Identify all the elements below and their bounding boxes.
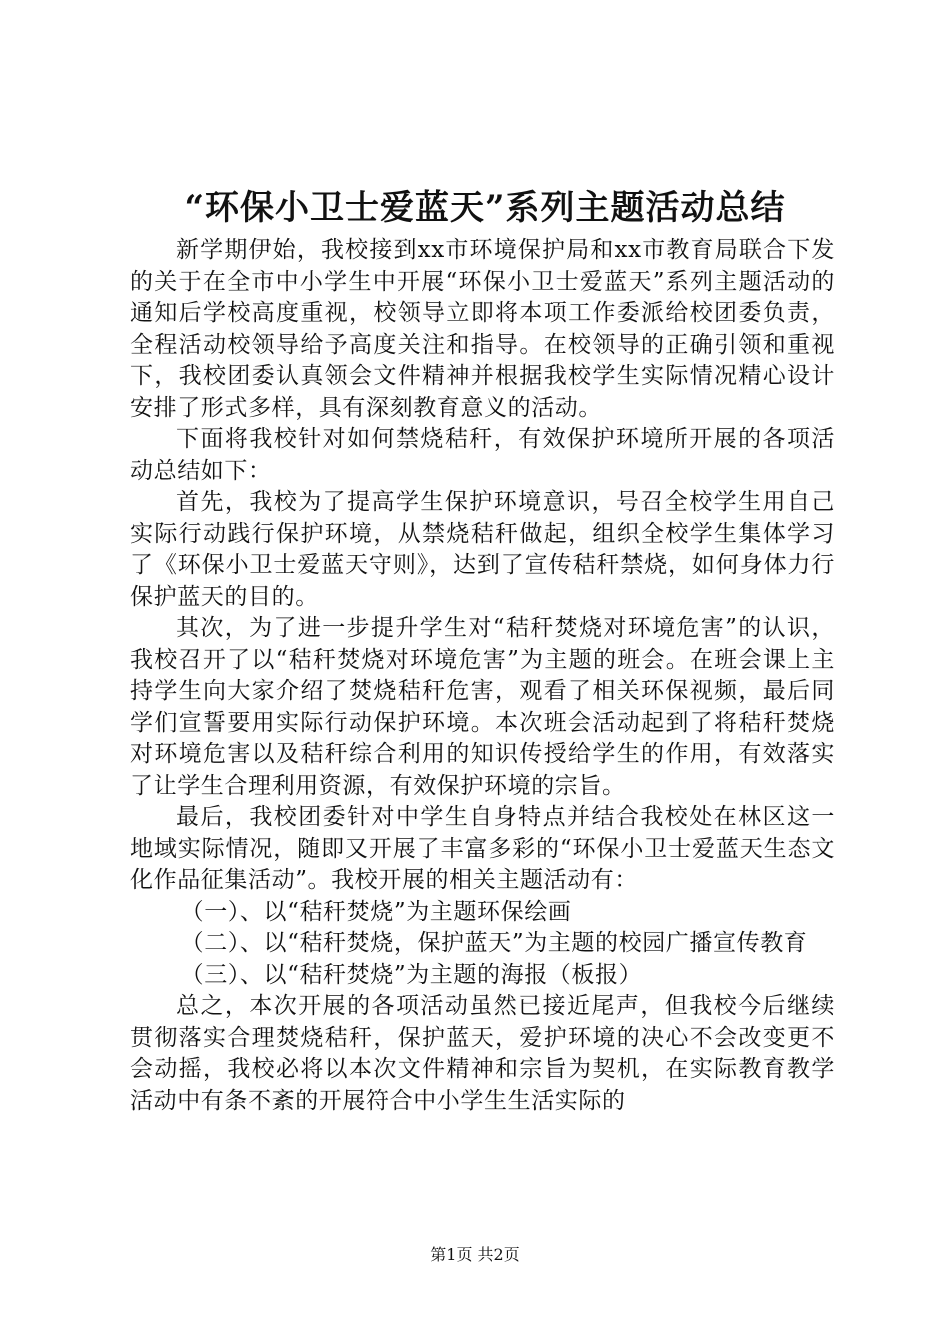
paragraph-first: 首先，我校为了提高学生保护环境意识，号召全校学生用自己实际行动践行保护环境，从禁烧秸秆做起，组织全校学生集体学习了《环保小卫士爱蓝天守则》，达到了宣传秸秆禁烧，如何身体力行保护蓝天的目的。	[130, 489, 835, 610]
paragraph-last: 最后，我校团委针对中学生自身特点并结合我校处在林区这一地域实际情况，随即又开展了丰富多彩的“环保小卫士爱蓝天生态文化作品征集活动”。我校开展的相关主题活动有：	[130, 804, 835, 893]
paragraph-intro: 新学期伊始，我校接到xx市环境保护局和xx市教育局联合下发的关于在全市中小学生中开展“环保小卫士爱蓝天”系列主题活动的通知后学校高度重视，校领导立即将本项工作委派给校团委负责，全程活动校领导给予高度关注和指导。在校领导的正确引领和重视下，我校团委认真领会文件精神并根据我校学生实际情况精心设计安排了形式多样，具有深刻教育意义的活动。	[130, 237, 835, 421]
page-number: 第1页 共2页	[430, 1245, 520, 1264]
document-title: “环保小卫士爱蓝天”系列主题活动总结	[184, 188, 786, 228]
list-item-3: （三）、以“秸秆焚烧”为主题的海报（板报）	[180, 961, 643, 988]
paragraph-conclusion: 总之，本次开展的各项活动虽然已接近尾声，但我校今后继续贯彻落实合理焚烧秸秆，保护蓝天，爱护环境的决心不会改变更不会动摇，我校必将以本次文件精神和宗旨为契机，在实际教育教学活动中有条不紊的开展符合中小学生生活实际的	[130, 993, 835, 1114]
list-item-1: （一）、以“秸秆焚烧”为主题环保绘画	[180, 898, 572, 925]
paragraph-summary-lead: 下面将我校针对如何禁烧秸秆，有效保护环境所开展的各项活动总结如下：	[130, 426, 835, 484]
list-item-2: （二）、以“秸秆焚烧，保护蓝天”为主题的校园广播宣传教育	[180, 930, 808, 956]
paragraph-second: 其次，为了进一步提升学生对“秸秆焚烧对环境危害”的认识，我校召开了以“秸秆焚烧对环境危害”为主题的班会。在班会课上主持学生向大家介绍了焚烧秸秆危害，观看了相关环保视频，最后同学们宣誓要用实际行动保护环境。本次班会活动起到了将秸秆焚烧对环境危害以及秸秆综合利用的知识传授给学生的作用，有效落实了让学生合理利用资源，有效保护环境的宗旨。	[130, 615, 835, 799]
document-body	[130, 235, 835, 1117]
